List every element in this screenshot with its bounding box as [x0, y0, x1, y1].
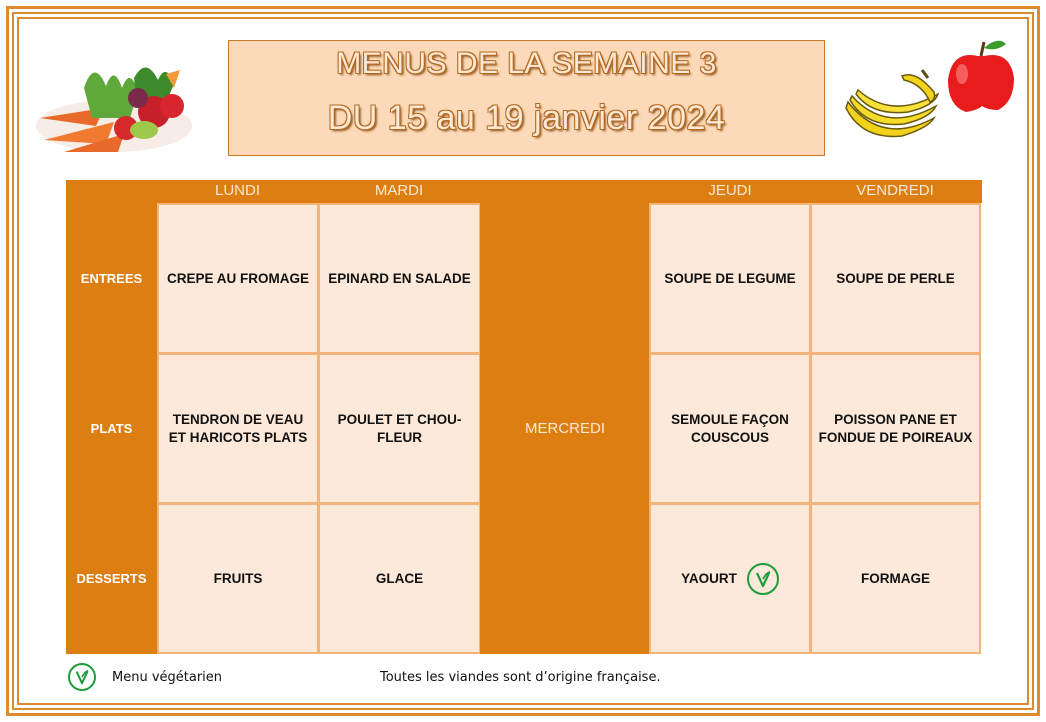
- cell-mardi-plat: POULET ET CHOU-FLEUR: [318, 353, 481, 504]
- row-label-plats: PLATS: [66, 353, 157, 503]
- title-box: [228, 40, 825, 156]
- row-label-entrees: ENTREES: [66, 203, 157, 353]
- row-label-desserts: DESSERTS: [66, 503, 157, 654]
- cell-lundi-dessert: FRUITS: [157, 503, 319, 654]
- day-header-lundi: LUNDI: [214, 182, 260, 199]
- mercredi-column: MERCREDI: [480, 203, 650, 654]
- cell-jeudi-entree: SOUPE DE LEGUME: [649, 203, 811, 354]
- vegetarian-v-icon: [747, 563, 779, 595]
- legend-vegetarian-label: Menu végétarien: [112, 669, 223, 685]
- day-header-vendredi: VENDREDI: [856, 182, 934, 199]
- cell-mardi-dessert: GLACE: [318, 503, 481, 654]
- cell-vendredi-plat: POISSON PANE ET FONDUE DE POIREAUX: [810, 353, 981, 504]
- jeudi-dessert-label: YAOURT: [681, 570, 737, 586]
- vegetables-illustration: [34, 48, 194, 160]
- cell-mardi-entree: EPINARD EN SALADE: [318, 203, 481, 354]
- menu-table: [66, 180, 982, 654]
- legend: [68, 662, 222, 692]
- cell-lundi-plat: TENDRON DE VEAU ET HARICOTS PLATS: [157, 353, 319, 504]
- cell-lundi-entree: CREPE AU FROMAGE: [157, 203, 319, 354]
- cell-jeudi-plat: SEMOULE FAÇON COUSCOUS: [649, 353, 811, 504]
- day-header-jeudi: JEUDI: [708, 182, 752, 199]
- legend-vegetarian-icon: [68, 663, 96, 691]
- cell-vendredi-dessert: FORMAGE: [810, 503, 981, 654]
- banana-apple-illustration: [842, 36, 1018, 148]
- cell-vendredi-entree: SOUPE DE PERLE: [810, 203, 981, 354]
- title-week: MENUS DE LA SEMAINE 3: [336, 47, 717, 80]
- cell-jeudi-dessert: [649, 503, 811, 654]
- origin-note: Toutes les viandes sont d’origine française.: [380, 670, 661, 685]
- title-dates: DU 15 au 19 janvier 2024: [327, 99, 726, 137]
- day-header-mardi: MARDI: [374, 182, 424, 199]
